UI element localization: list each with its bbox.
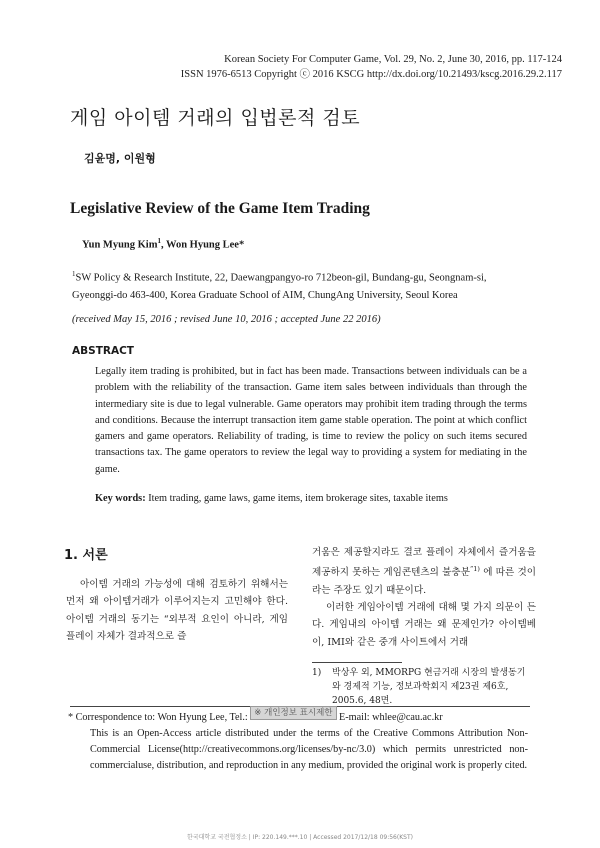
journal-header-line2: ISSN 1976-6513 Copyright ⓒ 2016 KSCG http://dx.doi.org/10.21493/kscg.2016.29.2.117: [180, 69, 562, 80]
correspondence-line: [68, 710, 528, 726]
title-korean: 게임 아이템 거래의 입법론적 검토: [70, 107, 361, 129]
column-2-para-2: [312, 599, 536, 651]
correspondence-prefix: * Correspondence to: Won Hyung Lee, Tel.:: [68, 712, 251, 723]
abstract-heading: ABSTRACT: [72, 345, 134, 357]
footnote-ref-1: ”1): [469, 565, 480, 574]
footnote-divider: [312, 662, 402, 663]
download-watermark: 한국대학교 국전협정소 | IP: 220.149.***.10 | Accessed 2017/12/18 09:56(KST): [187, 834, 413, 841]
column-2-para-2-text: 이러한 게임아이템 거래에 대해 몇 가지 의문이 든다. 게임내의 아이템 거래는 왜 문제인가? 아이템베이, IMI와 같은 중개 사이트에서 거래: [312, 602, 536, 648]
affiliation: [72, 266, 532, 304]
authors-korean: 김윤명, 이원형: [84, 152, 156, 165]
column-2-para-1-text: 거움은 제공할지라도 결코 플레이 자체에서 즐거움을 제공하지 못하는 게임콘텐츠의 불충분: [312, 547, 536, 579]
title-english: Legislative Review of the Game Item Trading: [70, 200, 370, 217]
keywords: [95, 493, 448, 504]
footnote-mark: 1): [312, 668, 322, 678]
footnote-line-1: 박상우 외, MMORPG 현금거래 시장의 발생동기: [332, 668, 526, 678]
affiliation-text: SW Policy & Research Institute, 22, Daewangpangyo-ro 712beon-gil, Bundang-gu, Seongnam-si, Gyeonggi-do 463-400, Korea Graduate School of AIM, ChungAng University, Seoul Korea: [72, 272, 487, 301]
footnote-line-3: 2005.6, 48면.: [332, 696, 393, 706]
footnote-1: [312, 666, 536, 708]
column-1-text: 아이템 거래의 가능성에 대해 검토하기 위해서는 먼저 왜 아이템거래가 이루어지는지 고민해야 한다. 아이템 거래의 동기는 “외부적 요인이 아니라, 게임 플레이 자체가 결과적으로 즐: [66, 579, 288, 642]
redacted-phone: ※ 개인정보 표시제한: [250, 706, 336, 720]
abstract-body: Legally item trading is prohibited, but in fact has been made. Transactions between individuals can be a problem with the reliability of the transaction. Game item sales between individuals than through the intermediary site is due to legal vulnerable. Game operators may prohibit item trading through the terms and conditions. Because the interrupt transaction item game stable operation. The point at which conflict gamers and game operators. Reliability of trading, is time to review the policy on such items secured transactions tax. The game operators to review the legal way to providing a system for mediating in the game.: [95, 366, 527, 475]
journal-header-line1: Korean Society For Computer Game, Vol. 29, No. 2, June 30, 2016, pp. 117-124: [224, 54, 562, 65]
keywords-text: Item trading, game laws, game items, item brokerage sites, taxable items: [145, 493, 448, 504]
affiliation-mark: 1: [72, 270, 76, 278]
footnote-line-2: 와 경제적 기능, 정보과학회지 제23권 제6호,: [332, 682, 509, 692]
received-dates: (received May 15, 2016 ; revised June 10, 2016 ; accepted June 22 2016): [72, 314, 381, 325]
section-1-column-1: [66, 576, 288, 645]
section-1-column-2: [312, 544, 536, 651]
column-2-para-1-end: 에 따른 것이라는 주장도 있기 때문이다.: [312, 567, 536, 596]
correspondence-block: [68, 710, 528, 774]
author-1-affil-mark: 1: [157, 237, 161, 245]
author-1: Yun Myung Kim: [82, 239, 158, 251]
correspondence-email: E-mail: whlee@cau.ac.kr: [336, 712, 443, 723]
authors-english: [82, 237, 244, 251]
author-2: , Won Hyung Lee*: [160, 239, 245, 251]
keywords-label: Key words:: [95, 493, 146, 504]
license-text: This is an Open-Access article distributed under the terms of the Creative Commons Attribution Non-Commercial License(http://creativecommons.org/licenses/by-nc/3.0) which permits unrestricted non-commercialuse, distribution, and reproduction in any medium, provided the original work is properly cited.: [90, 728, 528, 771]
section-1-heading: 1. 서론: [64, 548, 108, 563]
column-2-para-1: [312, 544, 536, 599]
